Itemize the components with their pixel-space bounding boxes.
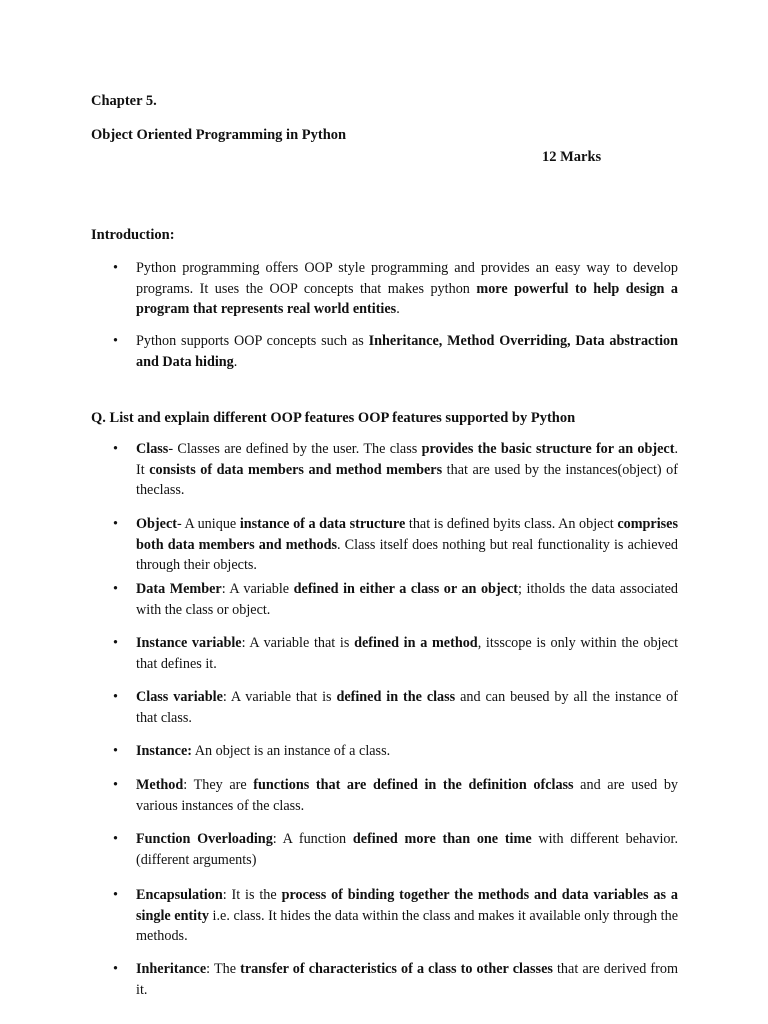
text-run: i.e. class. It hides the data within the class and makes it available only through the methods. — [136, 907, 678, 944]
bullet-text — [136, 741, 678, 762]
bold-phrase: Class — [136, 441, 169, 457]
bullet-icon: • — [113, 743, 118, 759]
bullet-icon: • — [113, 961, 118, 977]
bullet-text — [136, 775, 678, 816]
text-run: with different behavior. (different arguments) — [136, 831, 678, 868]
bold-phrase: defined in the class — [336, 689, 456, 705]
bold-phrase: consists of data members and method members — [149, 461, 443, 478]
question-heading: Q. List and explain different OOP features OOP features supported by Python — [91, 410, 576, 426]
bold-phrase: comprises both data members and methods — [136, 516, 678, 553]
bullet-text — [136, 439, 678, 501]
bold-phrase: transfer of characteristics of a class to other classes — [240, 961, 553, 977]
text-run: : They are — [183, 777, 254, 793]
text-run: that is defined byits class. An object — [405, 516, 618, 532]
bullet-text — [136, 514, 678, 576]
text-run: . It — [136, 441, 678, 478]
text-run: . — [233, 353, 238, 370]
text-run: . — [396, 301, 400, 317]
bold-phrase: Instance: — [136, 743, 192, 759]
text-run: and are used by various instances of the class. — [136, 777, 679, 814]
bold-phrase: functions that are defined in the definition ofclass — [253, 777, 574, 793]
bullet-icon: • — [113, 333, 118, 349]
bullet-icon: • — [113, 887, 118, 903]
page-title: Object Oriented Programming in Python — [91, 127, 347, 143]
bold-phrase: Inheritance, Method Overriding, Data abstraction and Data hiding — [136, 333, 678, 370]
text-run: Python supports OOP concepts such as — [136, 333, 369, 349]
text-run: : It is the — [222, 887, 282, 903]
bold-phrase: Object — [136, 516, 177, 532]
intro-heading: Introduction: — [91, 227, 175, 243]
bullet-text — [136, 885, 678, 947]
bold-phrase: Class variable — [136, 689, 223, 705]
bold-phrase: Function Overloading — [136, 831, 273, 847]
bullet-icon: • — [113, 777, 118, 793]
bold-phrase: instance of a data structure — [239, 516, 406, 532]
bullet-icon: • — [113, 516, 118, 532]
bullet-icon: • — [113, 635, 118, 651]
bullet-text — [136, 258, 678, 320]
bullet-text — [136, 633, 678, 674]
text-run: : A variable that is — [241, 635, 355, 651]
bullet-text — [136, 829, 678, 870]
bold-phrase: Inheritance — [136, 961, 207, 977]
bold-phrase: defined more than one time — [352, 831, 532, 847]
text-run: . Class itself does nothing but real functionality is achieved through their objects. — [136, 536, 678, 573]
text-run: - A unique — [176, 516, 240, 532]
text-run: Python programming offers OOP style programming and provides an easy way to develop programs. It uses the OOP concepts that makes python — [136, 260, 678, 297]
text-run: : A variable that is — [222, 689, 337, 705]
bold-phrase: defined in a method — [354, 635, 478, 651]
text-run: that are used by the instances(object) of theclass. — [136, 461, 678, 498]
bold-phrase: Method — [136, 777, 184, 793]
bold-phrase: Encapsulation — [136, 887, 223, 903]
bullet-icon: • — [113, 581, 118, 597]
bullet-icon: • — [113, 441, 118, 457]
bullet-text — [136, 959, 678, 1000]
bold-phrase: more powerful to help design a program that represents real world entities — [136, 280, 679, 317]
bold-phrase: provides the basic structure for an object — [421, 441, 675, 457]
bullet-icon: • — [113, 831, 118, 847]
text-run: , itsscope is only within the object that defines it. — [136, 635, 679, 672]
bold-phrase: Data Member — [136, 581, 222, 597]
bullet-icon: • — [113, 689, 118, 705]
bullet-text — [136, 687, 678, 728]
bullet-text — [136, 331, 678, 372]
text-run: : The — [206, 961, 241, 977]
chapter-label: Chapter 5. — [91, 93, 157, 109]
text-run: : A function — [272, 831, 353, 847]
bullet-text — [136, 579, 678, 620]
text-run: : A variable — [221, 581, 294, 597]
bold-phrase: Instance variable — [136, 635, 242, 651]
marks-label: 12 Marks — [542, 149, 602, 165]
text-run: ; itholds the data associated with the class or object. — [136, 581, 678, 618]
text-run: An object is an instance of a class. — [191, 743, 391, 759]
bold-phrase: defined in either a class or an object — [293, 581, 518, 597]
text-run: - Classes are defined by the user. The class — [168, 441, 422, 457]
text-run: that are derived from it. — [136, 961, 678, 998]
bold-phrase: process of binding together the methods and data variables as a single entity — [136, 887, 678, 924]
text-run: and can beused by all the instance of that class. — [136, 689, 678, 726]
bullet-icon: • — [113, 260, 118, 276]
